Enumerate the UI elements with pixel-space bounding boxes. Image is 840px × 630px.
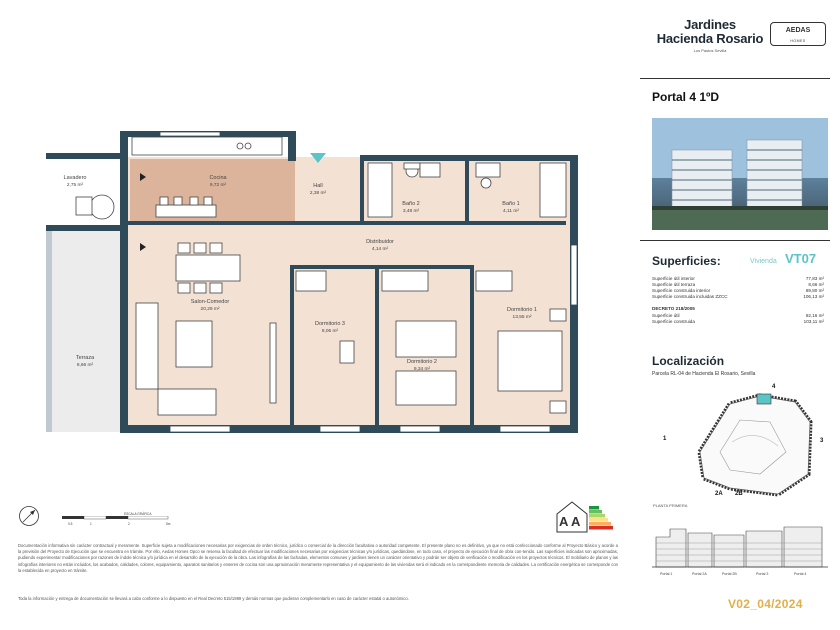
room-area: 20,29 m² (200, 307, 220, 312)
surface-row (652, 294, 824, 300)
room-name: Dormitorio 2 (407, 359, 437, 365)
brand-title-line2: Hacienda Rosario (656, 31, 764, 46)
room-name: Hall (313, 183, 323, 189)
surface-row-label: Superficie útil terraza (652, 282, 696, 287)
localizacion-address: Parcela RL-04 de Hacienda El Rosario, Sevilla (652, 371, 756, 377)
map-label-2b: 2B (735, 491, 743, 497)
decreto-row-value: 82,16 m² (805, 313, 824, 318)
floor-plan (40, 125, 585, 440)
divider (640, 240, 830, 241)
room-area: 9,34 m² (413, 367, 431, 372)
room-label-hall (296, 183, 340, 197)
room-label-dormitorio-3 (302, 321, 358, 335)
decreto-title (652, 306, 824, 312)
room-name: Salon-Comedor (190, 299, 230, 305)
room-name: Dormitorio 1 (507, 307, 537, 313)
decreto-row-label: Superficie útil (652, 313, 680, 318)
elevation-diagram (652, 515, 828, 585)
room-label-lavadero (50, 175, 100, 189)
vivienda-code: VT07 (785, 251, 817, 266)
superficies-title: Superficies: (652, 254, 721, 268)
vivienda-label: Vivienda (750, 258, 777, 265)
room-area: 13,55 m² (512, 315, 532, 320)
decreto-row (652, 319, 824, 325)
localizacion-title: Localización (652, 354, 725, 368)
surface-row-value: 106,13 m² (803, 294, 824, 299)
elevation-label: Portal 4 (794, 572, 807, 576)
room-area: 8,06 m² (321, 329, 339, 334)
room-label-salon-comedor (178, 299, 242, 313)
room-area: 2,38 m² (309, 191, 327, 196)
room-label-bano-2 (386, 201, 436, 215)
room-area: 2,75 m² (66, 183, 84, 188)
surface-row-label: Superficie construida interior (652, 288, 711, 293)
scale-tick: 2 (128, 522, 130, 526)
portal-title: Portal 4 1ºD (652, 90, 720, 104)
map-label-2a: 2A (715, 491, 723, 497)
scale-label: ESCALA GRÁFICA (124, 512, 152, 516)
decreto-row-value: 103,11 m² (803, 319, 824, 324)
energy-rating-badge (555, 500, 615, 534)
aedas-logo-text: AEDAS (785, 27, 811, 34)
map-label-1: 1 (663, 436, 667, 442)
energy-grade-right: A (571, 514, 581, 529)
site-map (660, 382, 830, 502)
surface-row-value: 8,66 m² (808, 282, 824, 287)
scale-tick: 5m (166, 522, 171, 526)
room-name: Terraza (75, 355, 95, 361)
room-label-cocina (188, 175, 248, 189)
planta-label: PLANTA PRIMERA (653, 503, 688, 508)
room-label-dormitorio-1 (494, 307, 550, 321)
elevation-label: Portal 3 (756, 572, 769, 576)
building-render-image (652, 118, 828, 230)
map-label-4: 4 (772, 384, 776, 390)
room-label-dormitorio-2 (394, 359, 450, 373)
room-area: 8,66 m² (76, 363, 94, 368)
surface-row-label: Superficie útil interior (652, 276, 695, 281)
room-name: Baño 2 (402, 201, 420, 207)
north-compass-icon (18, 505, 40, 527)
aedas-logo-sub: HOMES (790, 39, 806, 43)
room-label-bano-1 (486, 201, 536, 215)
legal-disclaimer: Documentación informativa sin carácter contractual y meramente. Superficie sujeta a modificaciones necesarias por exigencias de orden técnico, jurídico o comercial de la dirección facultativa o autoridad competente. El presente plano no es definitivo, ya que no está confeccionado conforme al Proyecto Básico y acorde a la previsión del Proyecto de Ejecución que se encuentra en trámite. Por ello, Aedas Homes Opco se reserva la facultad de efectuar las modificaciones necesarias por exigencias técnicas y/o jurídicas, quedándose, en todo caso, el proyecto de ejecución final de obra con-tenido. Las superficies indicadas son aproximadas, pudiendo experimentar modificaciones por razones de índole técnica y/o jurídica en el desarrollo de la ejecución de la obra. Las infografías de las fachadas, elementos comunes y jardines tienen un carácter orientativo y podrán ser objeto de verificación o modificación en los proyectos técnicos. El mobiliario de planos y las infografías interiores no están incluidos, los acabados, calidades, colores, equipamiento, aparatos sanitarios y enseres de cocina son una aproximación meramente representativa y el equipamiento de las viviendas será el indicado en la correspondiente memoria de calidades. La certificación energética se corresponde con la establecida en proyecto en trámite. (18, 543, 618, 573)
room-area: 4,11 m² (503, 209, 519, 214)
elevation-label: Portal 2B (722, 572, 737, 576)
room-area: 3,48 m² (402, 209, 420, 214)
energy-grade-left: A (559, 514, 569, 529)
divider (640, 78, 830, 79)
surface-row-value: 89,80 m² (805, 288, 824, 293)
brand-title-line1: Jardines (684, 17, 736, 32)
aedas-logo (770, 22, 826, 46)
room-area: 4,14 m² (371, 247, 389, 252)
room-label-terraza (60, 355, 110, 369)
legal-disclaimer-2: Toda la información y entrega de documentación se llevará a cabo conforme a lo dispuesto en el Real Decreto 515/1989 y demás normas que pudieran complementarlo en caso de carácter estatal o autonómico. (18, 596, 409, 601)
scale-tick: 1 (90, 522, 92, 526)
decreto-row-label: Superficie construida (652, 319, 695, 324)
brand-subtitle: Los Pastos Sevilla (693, 48, 727, 53)
surface-row-value: 77,83 m² (805, 276, 824, 281)
room-name: Distribuidor (366, 239, 394, 245)
surface-row-label: Superficie construida incluidas ZZCC (652, 294, 728, 299)
brand-block (640, 18, 780, 53)
room-label-distribuidor (352, 239, 408, 253)
room-area: 9,72 m² (209, 183, 227, 188)
elevation-label: Portal 1 (660, 572, 673, 576)
map-label-3: 3 (820, 438, 824, 444)
document-version: V02_04/2024 (728, 597, 803, 611)
room-name: Baño 1 (502, 201, 520, 207)
room-name: Cocina (209, 175, 227, 181)
room-name: Lavadero (63, 175, 87, 181)
room-name: Dormitorio 3 (315, 321, 345, 327)
decreto-title-text: DECRETO 218/2005 (652, 306, 695, 311)
scale-bar (62, 512, 182, 528)
elevation-label: Portal 2A (692, 572, 707, 576)
scale-tick: 0.5 (68, 522, 73, 526)
